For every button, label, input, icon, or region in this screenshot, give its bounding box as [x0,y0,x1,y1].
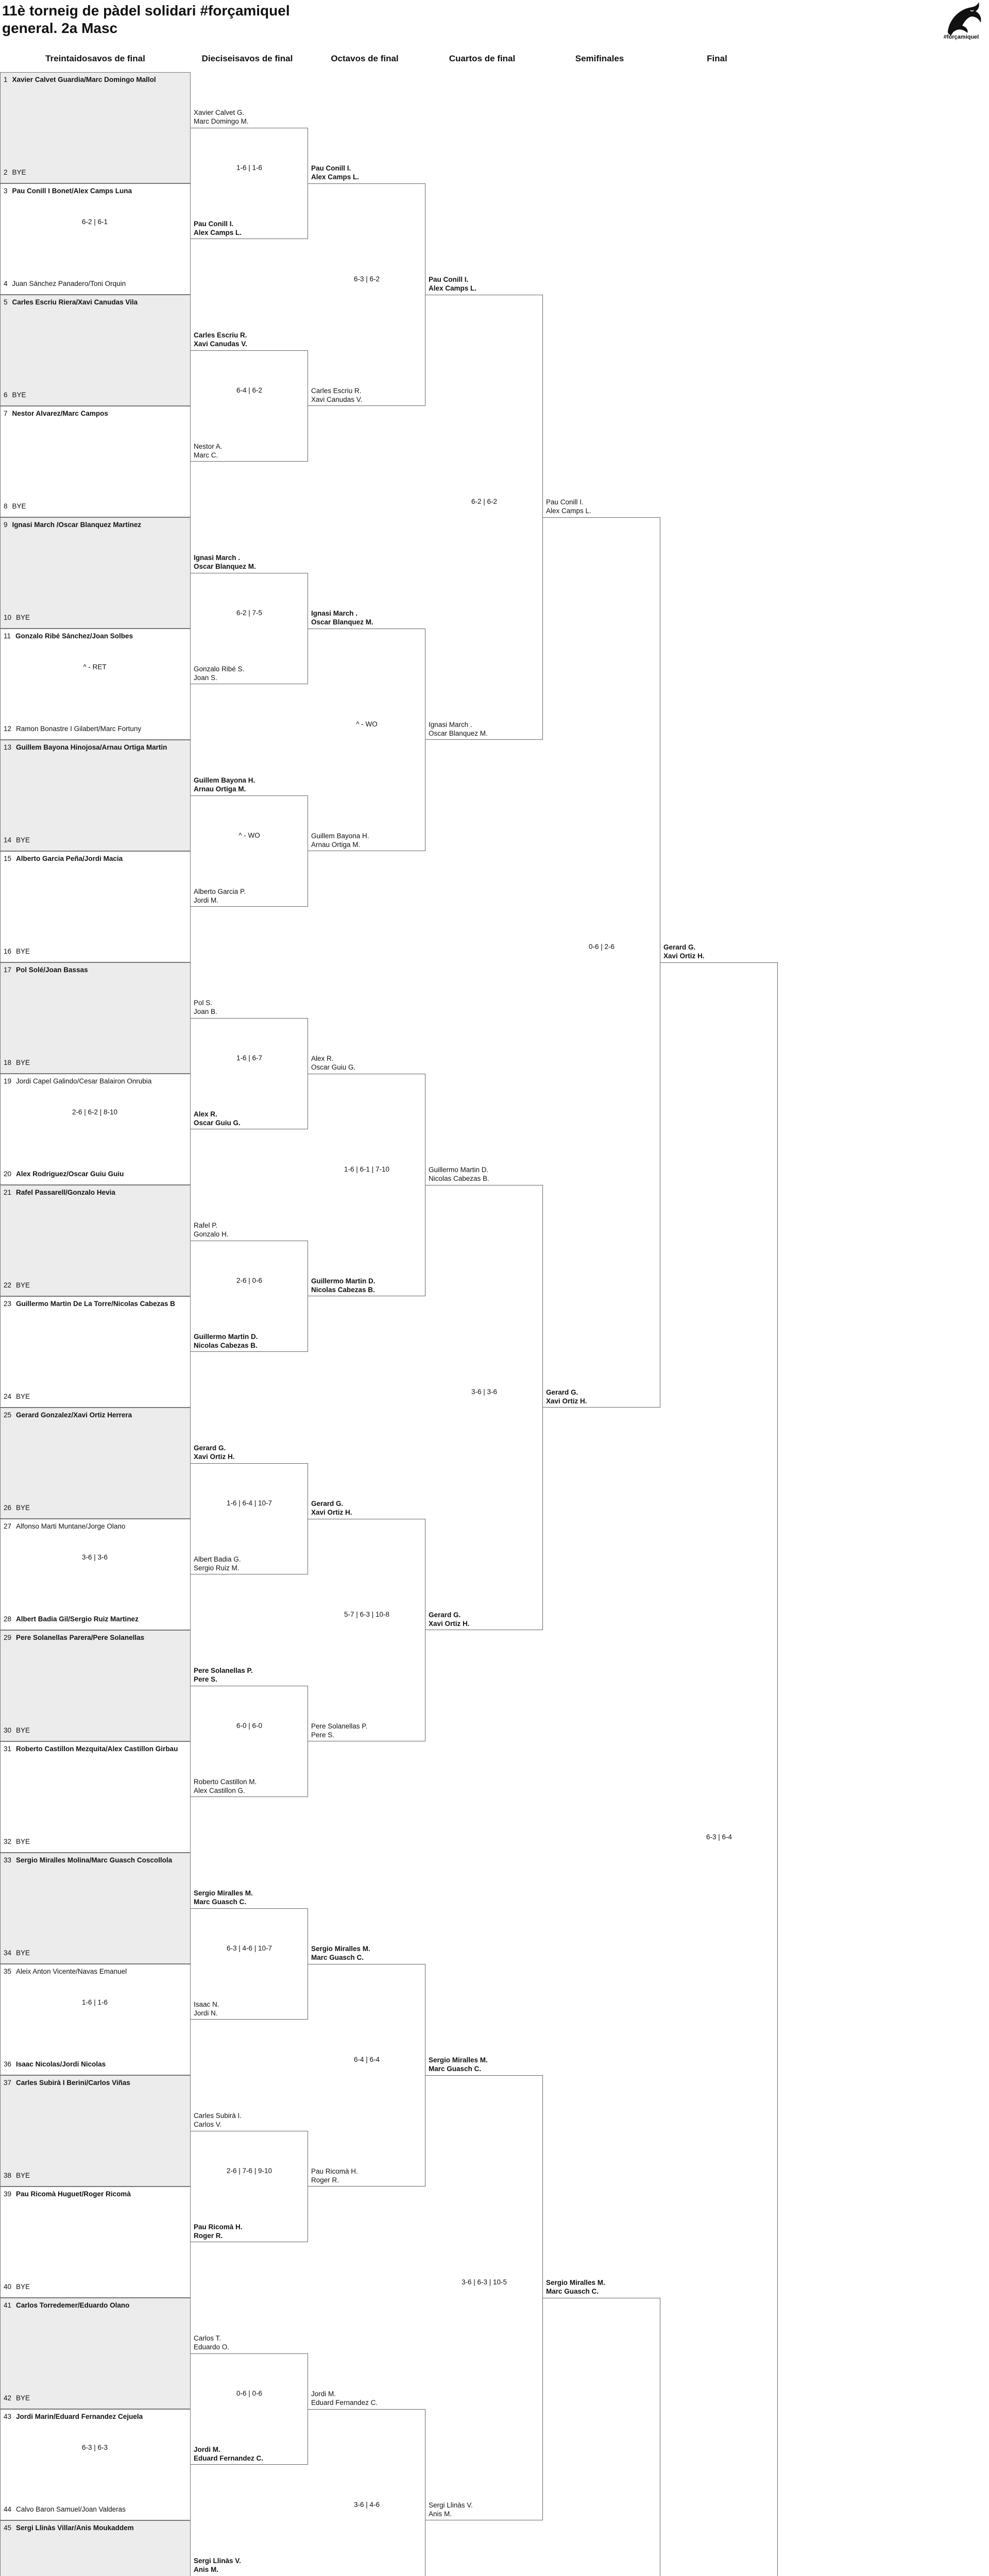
team-name: Rafel Passarell/Gonzalo Hevia [16,1189,115,1196]
team-name: Guillem Bayona Hinojosa/Arnau Ortiga Martin [16,743,167,751]
entry-seed-22[interactable] [4,1281,30,1289]
team-name-line: Arnau Ortiga M. [311,841,361,849]
seed-number: 13 [4,743,12,751]
entry-seed-35[interactable] [4,1968,127,1975]
team-name-line: Rafel P. [194,1222,218,1229]
seed-number: 45 [4,2524,12,2532]
entry-seed-33[interactable] [4,1856,172,1864]
seed-number: 20 [4,1170,12,1178]
seed-number: 5 [4,298,8,306]
round-header-r6: Final [707,54,727,63]
match-r4-1[interactable] [425,295,543,740]
team-name-line: Pau Ricomà H. [311,2167,358,2175]
team-name: Gonzalo Ribé Sánchez/Joan Solbes [15,632,133,640]
team-name: Ramon Bonastre I Gilabert/Marc Fortuny [16,725,142,733]
team-name-line: Guillermo Martin D. [311,1277,376,1285]
match-r1-1[interactable] [0,72,191,183]
team-name-line: Gerard G. [546,1388,578,1396]
team-name-line: Roger R. [311,2176,339,2184]
team-name: Juan Sánchez Panadero/Toni Orquin [12,280,126,287]
entry-seed-9[interactable] [4,521,141,529]
entry-seed-4[interactable] [4,280,126,287]
team-name: Jordi Marin/Eduard Fernandez Cejuela [16,2413,143,2420]
team-name-line: Oscar Blanquez M. [311,618,373,626]
team-name: BYE [16,1393,30,1400]
seed-number: 35 [4,1968,12,1975]
entry-seed-31[interactable] [4,1745,178,1753]
team-name-line: Sergi Llinàs V. [194,2557,241,2565]
team-name-line: Alex Camps L. [429,284,477,292]
entry-seed-16[interactable] [4,947,30,955]
team-name-line: Eduardo O. [194,2343,230,2351]
seed-number: 22 [4,1281,12,1289]
team-name-line: Alex R. [194,1110,217,1118]
seed-number: 8 [4,502,8,510]
team-name-line: Marc Domingo M. [194,117,249,125]
team-name-line: Alex Camps L. [311,173,360,181]
match-score: 0-6 | 0-6 [236,2389,263,2397]
match-score: 6-4 | 6-2 [236,386,263,394]
match-score: 3-6 | 3-6 [471,1388,498,1396]
team-name-line: Ignasi March . [429,721,472,728]
match-r1-19[interactable] [0,2075,191,2187]
seed-number: 26 [4,1504,12,1512]
team-name: Pol Solé/Joan Bassas [16,966,88,974]
team-name-line: Xavi Ortiz H. [663,952,705,960]
match-score: 1-6 | 1-6 [81,1998,108,2006]
match-score: 5-7 | 6-3 | 10-8 [344,1611,390,1618]
team-name-line: Pau Conill I. [311,164,351,172]
team-name-line: Alex Castillon G. [194,1787,245,1794]
team-name-line: Gerard G. [663,943,696,951]
team-name: BYE [16,1838,30,1845]
entry-seed-23[interactable] [4,1300,175,1308]
entry-seed-20[interactable] [4,1170,124,1178]
team-name-line: Marc Guasch C. [429,2065,482,2073]
team-name: Alberto Garcia Peña/Jordi Macia [16,855,123,862]
seed-number: 31 [4,1745,12,1753]
match-score: 6-3 | 6-2 [353,275,380,283]
team-name-line: Alex R. [311,1055,334,1062]
seed-number: 14 [4,836,12,844]
team-name: Alex Rodriguez/Oscar Guiu Guiu [16,1170,124,1178]
entry-seed-17[interactable] [4,966,88,974]
match-score: 6-2 | 7-5 [236,609,263,617]
seed-number: 11 [4,632,11,640]
seed-number: 9 [4,521,8,529]
match-score: 6-0 | 6-0 [236,1722,263,1730]
team-name-line: Anis M. [429,2510,452,2518]
match-score: 2-6 | 7-6 | 9-10 [226,2167,272,2175]
match-r3-1[interactable] [308,183,425,406]
entry-seed-5[interactable] [4,298,138,306]
match-r1-2[interactable] [0,183,191,295]
entry-seed-10[interactable] [4,614,30,621]
team-name: BYE [16,1504,30,1512]
entry-seed-21[interactable] [4,1189,115,1196]
round-header-r1: Treintaidosavos de final [45,54,145,63]
team-name-line: Oscar Blanquez M. [429,730,488,737]
team-name-line: Ignasi March . [311,609,358,617]
match-score: 6-2 | 6-2 [471,498,498,505]
team-name-line: Gerard G. [311,1500,344,1507]
match-r1-22[interactable] [0,2409,191,2520]
match-r1-10[interactable] [0,1074,191,1185]
match-r1-8[interactable] [0,851,191,962]
team-name-line: Pere Solanellas P. [311,1722,368,1730]
match-score: ^ - WO [238,832,260,839]
seed-number: 19 [4,1077,12,1085]
team-name-line: Carlos T. [194,2334,221,2342]
team-name: Carles Escriu Riera/Xavi Canudas Vila [12,298,138,306]
entry-seed-41[interactable] [4,2301,129,2309]
team-name-line: Joan S. [194,674,217,682]
seed-number: 42 [4,2394,12,2402]
match-r1-21[interactable] [0,2298,191,2409]
entry-seed-27[interactable] [4,1522,125,1530]
team-name: Jordi Capel Galindo/Cesar Balairon Onrubia [16,1077,152,1085]
team-name-line: Xavi Canudas V. [194,340,247,348]
team-name: BYE [12,502,26,510]
team-name-line: Albert Badia G. [194,1555,241,1563]
team-name-line: Xavi Ortiz H. [194,1453,235,1461]
entry-seed-12[interactable] [4,725,141,733]
match-r1-15[interactable] [0,1630,191,1741]
match-score: 2-6 | 0-6 [236,1277,263,1284]
team-name-line: Sergio Miralles M. [311,1945,370,1953]
entry-seed-25[interactable] [4,1411,132,1419]
entry-seed-2[interactable] [4,168,26,176]
seed-number: 4 [4,280,8,287]
team-name-line: Alex Camps L. [546,507,591,515]
seed-number: 7 [4,410,8,417]
team-name: Albert Badia Gil/Sergio Ruiz Martinez [16,1615,139,1623]
team-name-line: Marc Guasch C. [194,1898,247,1906]
seed-number: 21 [4,1189,12,1196]
team-name-line: Anis M. [194,2566,219,2573]
seed-number: 28 [4,1615,12,1623]
team-name: BYE [16,947,30,955]
team-name-line: Xavi Ortiz H. [429,1620,470,1628]
entry-seed-43[interactable] [4,2413,143,2420]
team-name-line: Nicolas Cabezas B. [194,1342,258,1349]
match-score: 3-6 | 4-6 [353,2501,380,2509]
team-name: Pau Conill I Bonet/Alex Camps Luna [12,187,132,195]
team-name: BYE [16,2283,30,2291]
seed-number: 39 [4,2190,12,2198]
match-r3-5[interactable] [308,1964,425,2187]
seed-number: 3 [4,187,8,195]
match-r6-1[interactable] [660,962,778,2576]
team-name-line: Pau Conill I. [546,498,584,506]
match-r3-3[interactable] [308,1074,425,1296]
team-name: BYE [16,1726,30,1734]
team-name-line: Carlos V. [194,2121,222,2128]
match-score: 1-6 | 6-4 | 10-7 [226,1499,272,1507]
entry-seed-19[interactable] [4,1077,151,1085]
match-r1-7[interactable] [0,740,191,851]
seed-number: 12 [4,725,12,733]
match-score: 1-6 | 1-6 [236,164,263,172]
team-name-line: Sergi Llinàs V. [429,2501,473,2509]
team-name-line: Eduard Fernandez C. [194,2454,264,2462]
entry-seed-36[interactable] [4,2060,106,2068]
seed-number: 10 [4,614,12,621]
team-name: Calvo Baron Samuel/Joan Valderas [16,2505,126,2513]
team-name: Sergio Miralles Molina/Marc Guasch Coscollola [16,1856,173,1864]
team-name: Aleix Anton Vicente/Navas Emanuel [16,1968,127,1975]
entry-seed-24[interactable] [4,1393,30,1400]
team-name-line: Alberto Garcia P. [194,888,246,895]
entry-seed-42[interactable] [4,2394,30,2402]
entry-seed-7[interactable] [4,410,108,417]
round-header-r4: Cuartos de final [449,54,516,63]
team-name: BYE [16,1281,30,1289]
team-name-line: Ignasi March . [194,554,241,562]
entry-seed-38[interactable] [4,2172,30,2179]
title-line-1: 11è torneig de pàdel solidari #forçamiquel [2,3,290,19]
team-name-line: Carles Escriu R. [311,387,362,395]
entry-seed-26[interactable] [4,1504,30,1512]
team-name-line: Nicolas Cabezas B. [429,1175,489,1182]
seed-number: 30 [4,1726,12,1734]
entry-seed-40[interactable] [4,2283,30,2291]
seed-number: 43 [4,2413,12,2420]
seed-number: 15 [4,855,12,862]
team-name-line: Arnau Ortiga M. [194,785,246,793]
match-score: 3-6 | 3-6 [81,1553,108,1561]
seed-number: 41 [4,2301,12,2309]
team-name: Pau Ricomà Huguet/Roger Ricomà [16,2190,131,2198]
team-name-line: Gonzalo Ribé S. [194,665,245,673]
match-score: 2-6 | 6-2 | 8-10 [72,1108,118,1116]
entry-seed-13[interactable] [4,743,167,751]
team-name: BYE [12,391,26,399]
match-r5-1[interactable] [543,517,660,1408]
match-score: 1-6 | 6-1 | 7-10 [344,1165,390,1173]
match-score: 6-3 | 6-4 [706,1833,732,1841]
seed-number: 32 [4,1838,12,1845]
team-name: Roberto Castillon Mezquita/Alex Castillon Girbau [16,1745,178,1753]
entry-seed-28[interactable] [4,1615,139,1623]
team-name-line: Nestor A. [194,443,223,450]
team-name-line: Guillermo Martin D. [194,1333,258,1341]
seed-number: 6 [4,391,8,399]
entry-seed-6[interactable] [4,391,26,399]
team-name: Gerard Gonzalez/Xavi Ortiz Herrera [16,1411,132,1419]
seed-number: 34 [4,1949,12,1957]
team-name-line: Gerard G. [194,1444,226,1452]
logo-text: #forçamiquel [943,34,979,40]
seed-number: 23 [4,1300,12,1308]
seed-number: 2 [4,168,8,176]
entry-seed-15[interactable] [4,855,123,862]
match-score: ^ - WO [356,720,378,728]
team-name: Guillermo Martin De La Torre/Nicolas Cabezas B [16,1300,175,1308]
team-name-line: Eduard Fernandez C. [311,2399,378,2406]
team-name: BYE [16,1059,30,1066]
match-r1-14[interactable] [0,1519,191,1630]
team-name-line: Joan B. [194,1008,217,1015]
team-name-line: Sergio Miralles M. [429,2056,488,2064]
title-line-2: general. 2a Masc [2,20,118,36]
match-r5-2[interactable] [543,2298,660,2576]
entry-seed-29[interactable] [4,1634,144,1641]
team-name-line: Sergio Ruiz M. [194,1564,240,1572]
match-score: ^ - RET [83,663,107,671]
match-r1-11[interactable] [0,1185,191,1296]
team-name-line: Carles Escriu R. [194,331,247,339]
seed-number: 38 [4,2172,12,2179]
match-r1-9[interactable] [0,962,191,1074]
entry-seed-32[interactable] [4,1838,30,1845]
team-name-line: Jordi M. [311,2390,336,2398]
match-score: 1-6 | 6-7 [236,1054,263,1062]
team-name: Isaac Nicolas/Jordi Nicolas [16,2060,106,2068]
match-r1-4[interactable] [0,406,191,517]
seed-number: 16 [4,947,12,955]
entry-seed-34[interactable] [4,1949,30,1957]
team-name-line: Marc Guasch C. [311,1954,364,1961]
team-name-line: Jordi M. [194,896,219,904]
entry-seed-18[interactable] [4,1059,30,1066]
team-name-line: Guillem Bayona H. [311,832,369,840]
entry-seed-1[interactable] [4,76,156,83]
team-name: BYE [16,614,30,621]
team-name-line: Alex Camps L. [194,229,242,236]
team-name-line: Isaac N. [194,2001,219,2008]
team-name-line: Gerard G. [429,1611,461,1619]
team-name-line: Xavier Calvet G. [194,109,245,116]
team-name: BYE [16,2172,30,2179]
entry-seed-39[interactable] [4,2190,131,2198]
team-name-line: Pol S. [194,999,213,1007]
round-header-r2: Dieciseisavos de final [201,54,293,63]
seed-number: 36 [4,2060,12,2068]
team-name: Ignasi March /Oscar Blanquez Martinez [12,521,142,529]
team-name: Nestor Alvarez/Marc Campos [12,410,108,417]
seed-number: 17 [4,966,12,974]
team-name-line: Guillermo Martin D. [429,1166,489,1174]
match-r1-6[interactable] [0,629,191,740]
team-name-line: Pau Ricomà H. [194,2223,243,2231]
round-header-r3: Octavos de final [331,54,399,63]
seed-number: 44 [4,2505,12,2513]
team-name: Xavier Calvet Guardia/Marc Domingo Mallol [12,76,156,83]
team-name-line: Carles Subirà I. [194,2112,242,2120]
team-name-line: Pere Solanellas P. [194,1667,253,1674]
team-name-line: Guillem Bayona H. [194,776,255,784]
match-r1-17[interactable] [0,1853,191,1964]
match-r1-23[interactable] [0,2520,191,2576]
team-name-line: Pau Conill I. [429,276,469,283]
match-r3-2[interactable] [308,629,425,851]
match-r1-20[interactable] [0,2187,191,2298]
round-header-r5: Semifinales [575,54,624,63]
match-r3-6[interactable] [308,2409,425,2576]
team-name-line: Marc Guasch C. [546,2287,599,2295]
match-r4-3[interactable] [425,2075,543,2520]
entry-seed-30[interactable] [4,1726,30,1734]
team-name: BYE [16,836,30,844]
entry-seed-37[interactable] [4,2079,130,2087]
match-score: 0-6 | 2-6 [588,943,615,951]
team-name: BYE [16,1949,30,1957]
team-name-line: Pau Conill I. [194,220,234,228]
team-name-line: Marc C. [194,451,218,459]
seed-number: 27 [4,1522,12,1530]
match-r1-12[interactable] [0,1296,191,1408]
team-name-line: Nicolas Cabezas B. [311,1286,375,1294]
team-name: Sergi Llinàs Villar/Anis Moukaddem [16,2524,134,2532]
entry-seed-14[interactable] [4,836,30,844]
team-name-line: Jordi M. [194,2446,220,2453]
seed-number: 25 [4,1411,12,1419]
match-score: 6-3 | 4-6 | 10-7 [226,1944,272,1952]
team-name-line: Oscar Guiu G. [194,1119,241,1127]
team-name-line: Roberto Castillon M. [194,1778,257,1786]
entry-seed-8[interactable] [4,502,26,510]
match-r1-13[interactable] [0,1408,191,1519]
match-r1-3[interactable] [0,295,191,406]
team-name-line: Roger R. [194,2232,223,2240]
seed-number: 18 [4,1059,12,1066]
entry-seed-44[interactable] [4,2505,126,2513]
team-name: Carlos Torredemer/Eduardo Olano [16,2301,130,2309]
team-name: BYE [12,168,26,176]
team-name-line: Sergio Miralles M. [194,1889,253,1897]
match-r1-18[interactable] [0,1964,191,2075]
entry-seed-45[interactable] [4,2524,134,2532]
team-name: BYE [16,2394,30,2402]
seed-number: 29 [4,1634,12,1641]
team-name-line: Pere S. [194,1675,217,1683]
seed-number: 24 [4,1393,12,1400]
team-name-line: Jordi N. [194,2009,218,2017]
team-name-line: Pere S. [311,1731,335,1739]
match-score: 6-3 | 6-3 [81,2444,108,2451]
entry-seed-11[interactable] [4,632,133,640]
seed-number: 33 [4,1856,12,1864]
entry-seed-3[interactable] [4,187,132,195]
match-r1-16[interactable] [0,1741,191,1853]
team-name-line: Xavi Canudas V. [311,396,363,403]
match-score: 6-4 | 6-4 [353,2056,380,2063]
match-score: 6-2 | 6-1 [81,218,108,226]
seed-number: 1 [4,76,8,83]
match-score: 3-6 | 6-3 | 10-5 [461,2278,507,2286]
team-name: Pere Solanellas Parera/Pere Solanellas [16,1634,145,1641]
team-name-line: Oscar Blanquez M. [194,563,256,570]
team-name-line: Sergio Miralles M. [546,2279,605,2286]
team-name-line: Oscar Guiu G. [311,1063,356,1071]
match-r1-5[interactable] [0,517,191,629]
team-name-line: Xavi Ortiz H. [311,1509,352,1516]
team-name: Alfonso Marti Muntane/Jorge Olano [16,1522,126,1530]
seed-number: 37 [4,2079,12,2087]
team-name-line: Xavi Ortiz H. [546,1397,587,1405]
team-name-line: Gonzalo H. [194,1230,229,1238]
match-r3-4[interactable] [308,1519,425,1741]
seed-number: 40 [4,2283,12,2291]
match-r4-2[interactable] [425,1185,543,1630]
team-name: Carles Subirà I Berini/Carlos Viñas [16,2079,130,2087]
